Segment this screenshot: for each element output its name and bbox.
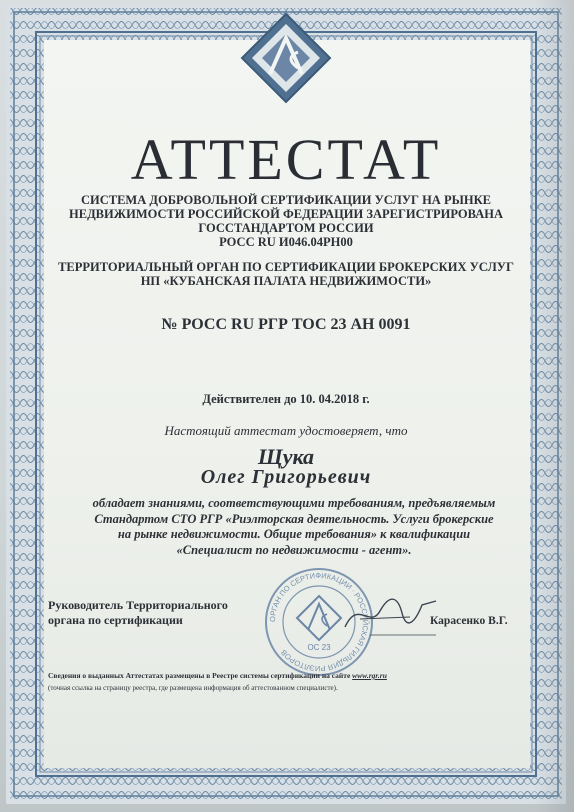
certifies-statement: Настоящий аттестат удостоверяет, что [164,423,408,438]
head-of-body-label [48,598,258,628]
system-line: СИСТЕМА ДОБРОВОЛЬНОЙ СЕРТИФИКАЦИИ УСЛУГ НА РЫНКЕ [80,193,491,207]
registry-info [48,671,538,681]
qualification-text [44,496,544,558]
registry-site-link[interactable]: www.rgr.ru [352,671,387,680]
qualification-line: Стандартом СТО РГР «Риэлторская деятельность. Услуги брокерские [94,511,494,526]
qualification-line: на рынке недвижимости. Общие требования» к квалификации [117,527,471,541]
system-line: РОСС RU И046.04РН00 [219,235,353,249]
qualification-line: обладает знаниями, соответствующими требованиям, предъявляемым [92,496,496,510]
territorial-line: НП «КУБАНСКАЯ ПАЛАТА НЕДВИЖИМОСТИ» [140,274,432,288]
svg-text:ОС 23: ОС 23 [307,643,331,652]
holder-given-names: Олег Григорьевич [200,466,372,488]
registration-number: № РОСС RU РГР ТОС 23 АН 0091 [161,316,411,333]
photo-edge-shadow [534,0,574,812]
registry-info-text: Сведения о выданных Аттестатах размещены в Реестре системы сертификации на сайте [48,671,351,680]
system-line: НЕДВИЖИМОСТИ РОССИЙСКОЙ ФЕДЕРАЦИИ ЗАРЕГИСТРИРОВАНА [69,207,503,221]
territorial-line: ТЕРРИТОРИАЛЬНЫЙ ОРГАН ПО СЕРТИФИКАЦИИ БРОКЕРСКИХ УСЛУГ [58,260,514,274]
signer-name: Карасенко В.Г. [430,615,508,627]
holder-surname: Щука [257,444,315,469]
signature-icon [340,589,440,639]
document-title: АТТЕСТАТ [130,127,442,192]
territorial-body-block [46,260,526,288]
certificate-paper [6,4,566,804]
svg-text:ОРГАН ПО СЕРТИФИКАЦИИ · РОССИЙ: ОРГАН ПО СЕРТИФИКАЦИИ · РОССИЙСКАЯ ГИЛЬДИЯ РИЭЛТОРОВ [267,570,371,674]
certification-system-block [66,193,506,249]
as-logo-icon [240,12,332,104]
system-line: ГОССТАНДАРТОМ РОССИИ [198,221,374,235]
registry-info-note: (точная ссылка на страницу реестра, где размещена информация об аттестованном специалисте). [48,684,338,692]
head-label-line: Руководитель Территориального [48,598,228,612]
head-label-line: органа по сертификации [48,613,183,627]
qualification-line: «Специалист по недвижимости - агент». [176,542,412,557]
validity-date: Действителен до 10. 04.2018 г. [202,392,370,406]
